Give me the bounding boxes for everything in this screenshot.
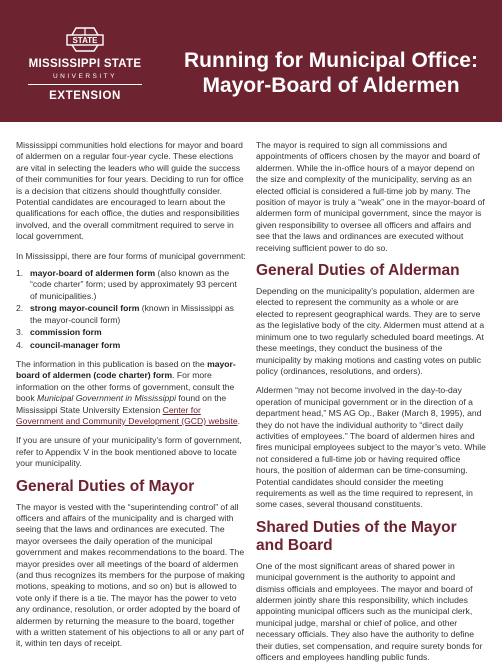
form-note: (known in Mississippi as the mayor-council form) xyxy=(30,303,234,325)
list-number: 1. xyxy=(16,268,24,279)
forms-list-item xyxy=(16,303,246,326)
list-number: 3. xyxy=(16,327,24,338)
logo-divider xyxy=(28,84,142,85)
shared-duties-paragraph: One of the most significant areas of shared power in municipal government is the authority to appoint and dismiss officials and employees. The mayor and board of aldermen jointly share this responsibility, which includes appointing municipal officers such as the municipal clerk, municipal judge, marshal or chief of police, and other necessary officials. They also have the authority to define their duties, set compensation, and require surety bonds for officers and employees handling public funds. xyxy=(256,560,483,663)
info-text: . xyxy=(237,415,241,426)
gcd-website-link[interactable]: Center for Government and Community Development (GCD) website xyxy=(16,404,238,426)
form-name: mayor-board of aldermen form xyxy=(30,268,156,279)
page-title-line-2: Mayor-Board of Aldermen xyxy=(202,74,460,97)
page-title-line-1: Running for Municipal Office: xyxy=(184,49,478,72)
info-form-name: mayor-board of aldermen (code charter) form xyxy=(16,358,236,381)
mayor-duties-paragraph: The mayor is vested with the “superintending control” of all officers and affairs of the municipality and is charged with seeing that the laws and ordinances are executed. The mayor oversees the daily operation of the municipal government and makes recommendations to the board. The mayor presides over all meetings of the board of aldermen (and thus recognizes its members for the purpose of making motions, speaking to motions, and so on) but is allowed to vote only if there is a tie. The mayor has the power to veto any ordinance, resolution, or order adopted by the board of aldermen by returning the measure to the board, together with a written statement of his objections to all or any part of it, within ten days of receipt. xyxy=(16,501,245,649)
alderman-duties-heading: General Duties of Alderman xyxy=(256,262,460,280)
logo-state-text: STATE xyxy=(72,36,98,45)
list-number: 2. xyxy=(16,303,24,314)
mayor-duties-heading: General Duties of Mayor xyxy=(16,477,195,495)
left-column xyxy=(16,140,246,658)
form-note: (also known as the “code charter” form; used by approximately 93 percent of municipalities.) xyxy=(30,268,237,301)
book-title: Municipal Government in Mississippi xyxy=(37,393,177,404)
logo-university-word: UNIVERSITY xyxy=(52,73,117,80)
right-column xyxy=(256,140,486,671)
unsure-paragraph: If you are unsure of your municipality’s form of government, refer to Appendix V in the book mentioned above to locate your municipality. xyxy=(16,435,242,469)
form-name: strong mayor-council form xyxy=(30,303,140,314)
logo-extension-word: EXTENSION xyxy=(49,90,121,102)
intro-paragraph: Mississippi communities hold elections for mayor and board of aldermen on a regular four-year cycle. These elections are vital in selecting the leaders who will guide the success of their communities for four years. Deciding to run for office is a decision that citizens should thoughtfully consider. Potential candidates are encouraged to learn about the qualifications for each office, the duties and responsibilities involved, and the overall commitment required to serve in local government. xyxy=(16,140,244,242)
forms-list-item xyxy=(16,327,246,338)
form-name: commission form xyxy=(30,327,102,338)
forms-list-item xyxy=(16,268,246,302)
msu-extension-logo xyxy=(16,24,154,118)
form-name: council-manager form xyxy=(30,339,121,350)
page-title xyxy=(166,48,496,98)
info-text: found on the Mississippi State University Extension xyxy=(16,393,227,415)
publication-info-paragraph xyxy=(16,359,246,427)
alderman-duties-paragraph: Depending on the municipality’s population, aldermen are elected to represent the community as a whole or are elected to represent geographical wards. They are to serve as the legislative body of the city. Aldermen must attend at a minimum one to two regularly scheduled board meetings. At these meetings, they conduct the business of the municipality by making motions and casting votes on public policy (ordinances, resolutions, and orders). xyxy=(256,286,485,376)
header-banner xyxy=(0,0,502,122)
list-number: 4. xyxy=(16,339,24,350)
forms-list xyxy=(16,268,246,351)
forms-intro: In Mississippi, there are four forms of municipal government: xyxy=(16,250,246,261)
info-text: The information in this publication is based on the xyxy=(16,358,208,369)
info-text: . For more information on the other forms of government, consult the book xyxy=(16,370,235,404)
alderman-duties-paragraph-2: Aldermen “may not become involved in the day-to-day operation of municipal government or in the direction of a department head,” MS AG Op., Baker (March 8, 1995), and they do not have the individual authority to “direct daily activities of employees.” The board of aldermen hires and fires municipal employees subject to the mayor’s veto. While not considered a full-time job or having required office hours, the position of alderman can be time-consuming. Potential candidates should consider the meeting requirements as well as the time required to represent, in some cases, several thousand constituents. xyxy=(256,385,486,510)
forms-list-item xyxy=(16,340,246,351)
mayor-duties-continued: The mayor is required to sign all commissions and appointments of officers chosen by the mayor and board of aldermen. While the in-office hours of a mayor depend on the size and complexity of the municipality, serving as an elected official is considered a full-time job by many. The position of mayor is truly a “weak” one in the mayor-board of aldermen form of municipal government, since the mayor is given responsibility to oversee all officers and affairs and see that the laws and ordinances are executed without receiving sufficient power to do so. xyxy=(256,140,485,253)
msu-state-logo-mark xyxy=(66,26,104,52)
logo-university-name: MISSISSIPPI STATE xyxy=(28,58,142,70)
shared-duties-heading: Shared Duties of the Mayor and Board xyxy=(256,518,457,554)
